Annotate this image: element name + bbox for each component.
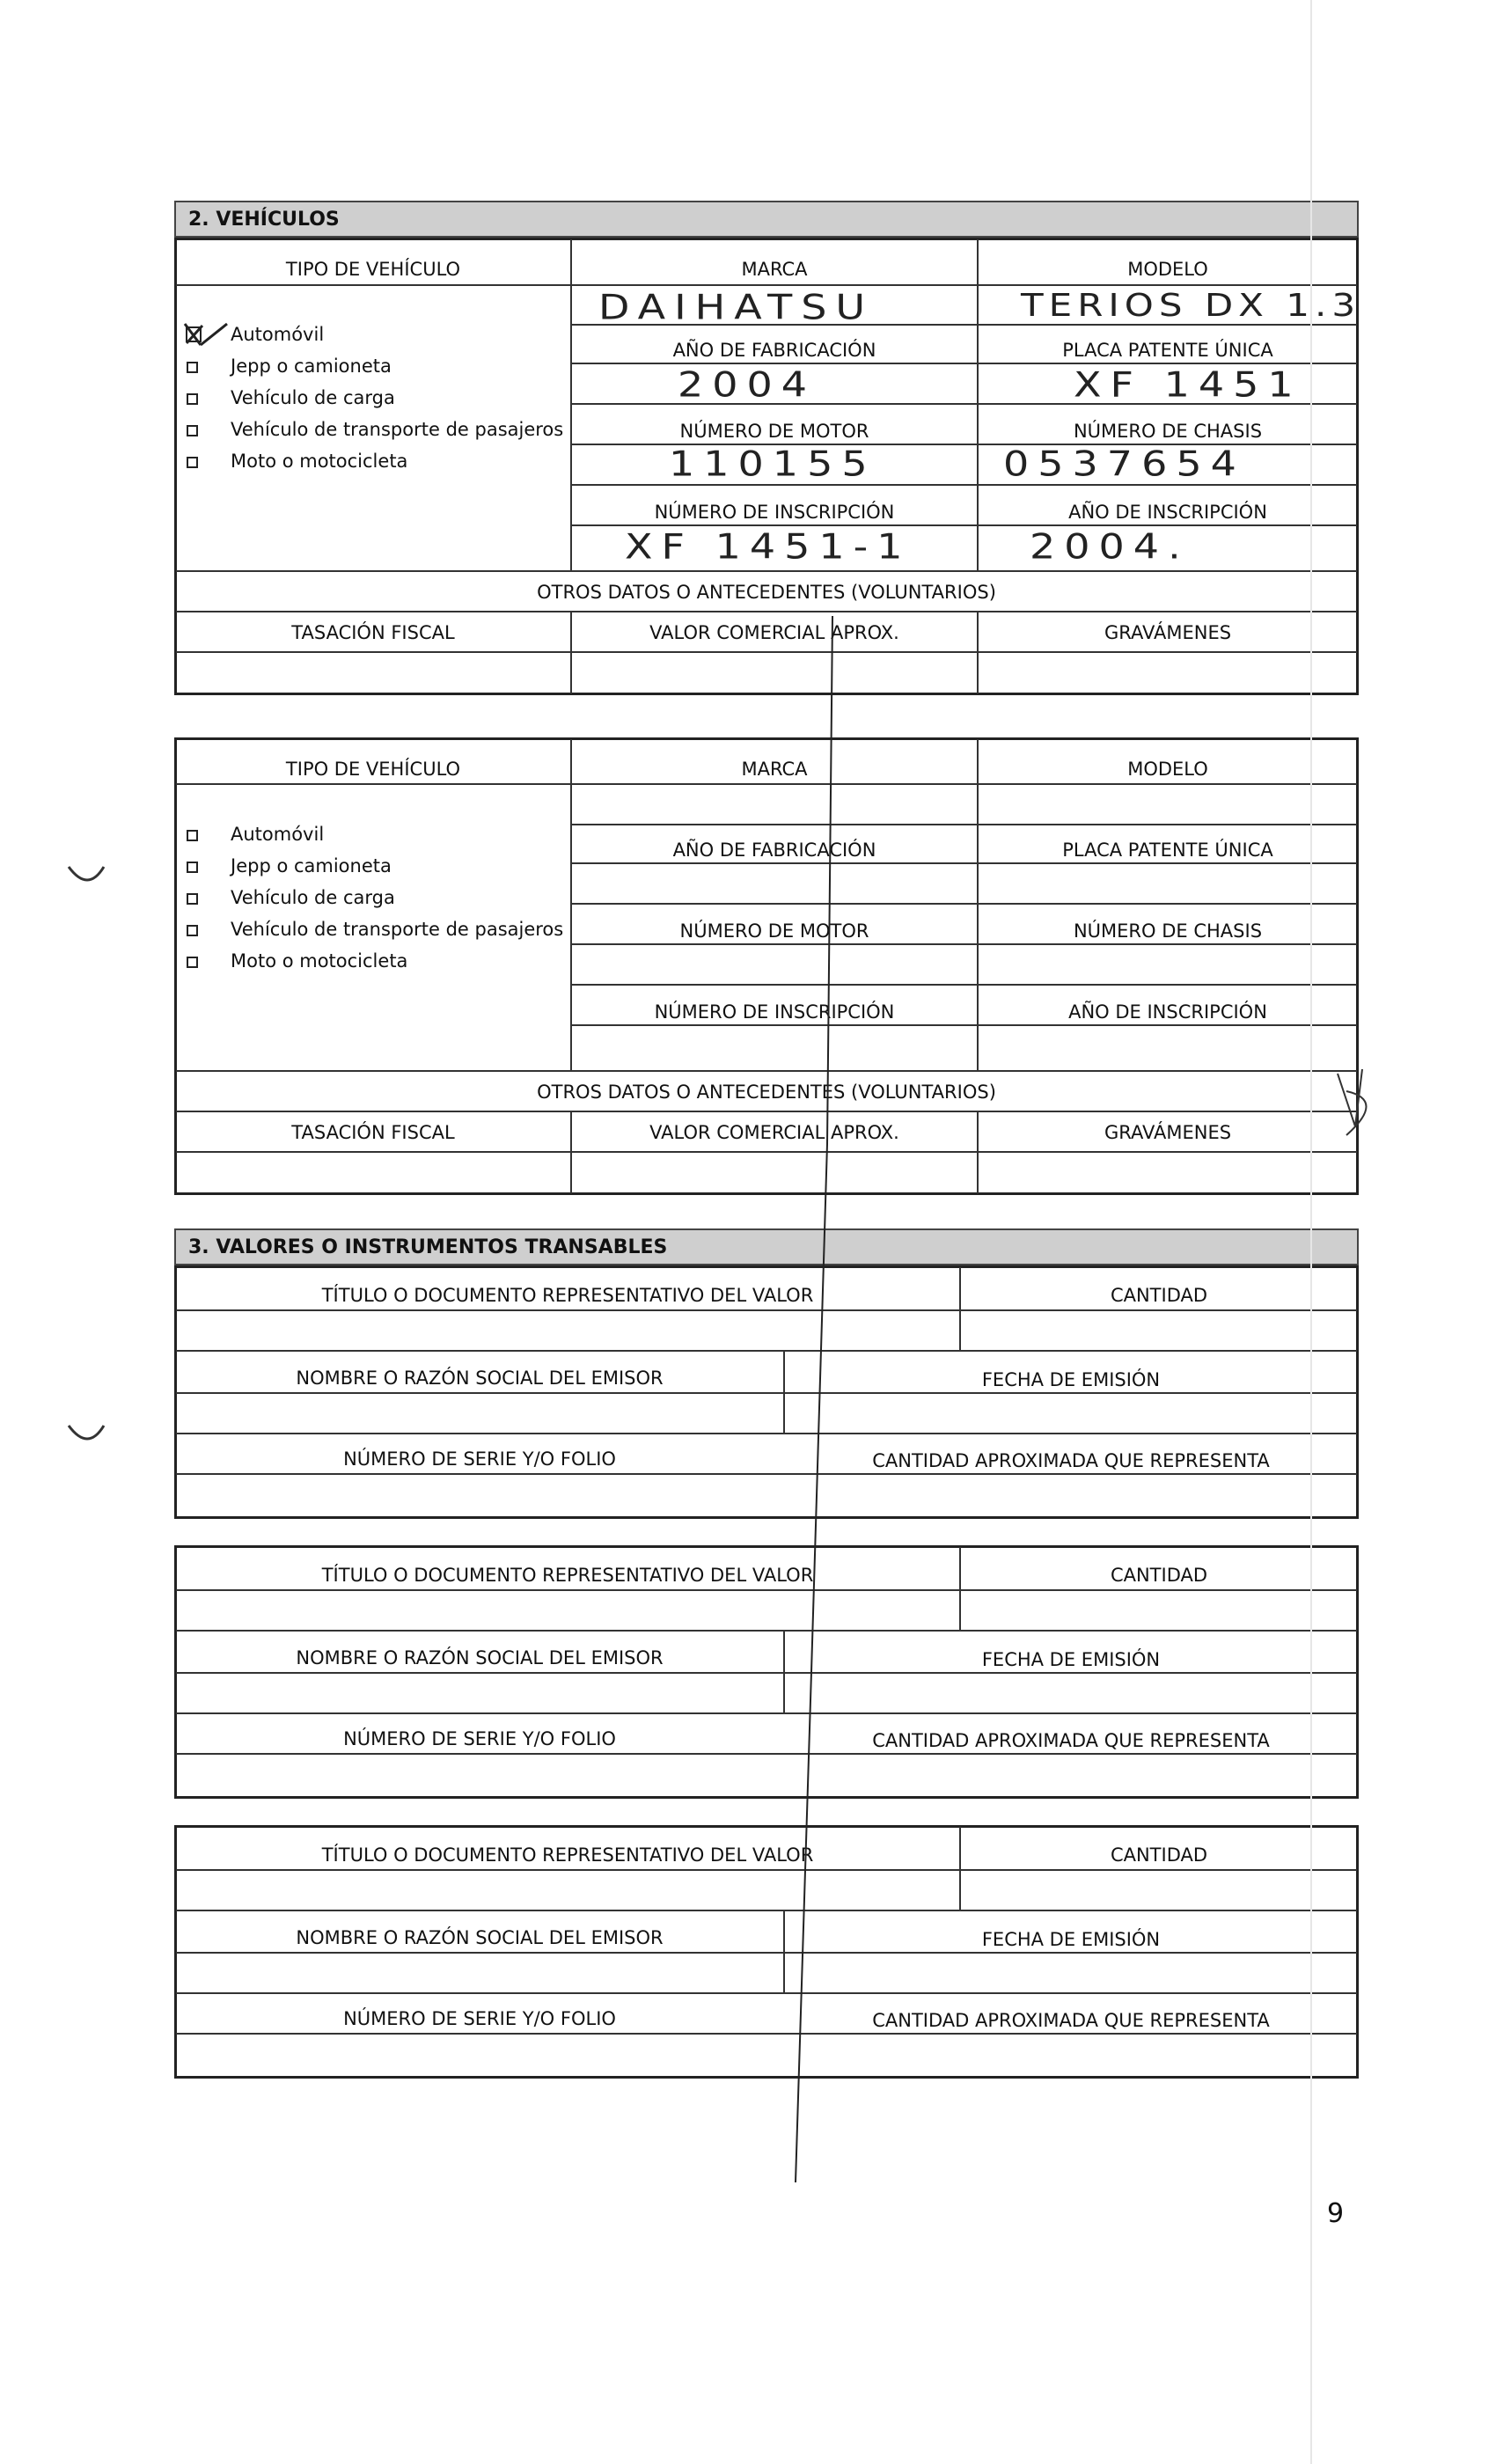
gravamenes-label: GRAVÁMENES (1104, 1122, 1232, 1143)
vehicle-type-option: Jepp o camioneta (231, 855, 392, 876)
cantidad-label: CANTIDAD (1110, 1565, 1208, 1586)
emisor-label: NOMBRE O RAZÓN SOCIAL DEL EMISOR (296, 1647, 664, 1668)
anio-fabricacion-label: AÑO DE FABRICACIÓN (672, 340, 876, 361)
chasis-label: NÚMERO DE CHASIS (1073, 920, 1263, 942)
titulo-label: TÍTULO O DOCUMENTO REPRESENTATIVO DEL VALOR (321, 1844, 814, 1866)
chasis-label: NÚMERO DE CHASIS (1073, 421, 1263, 442)
tasacion-label: TASACIÓN FISCAL (291, 1122, 455, 1143)
section-3-header: 3. VALORES O INSTRUMENTOS TRANSABLES (174, 1228, 1359, 1265)
fecha-emision-label: FECHA DE EMISIÓN (981, 1649, 1161, 1670)
valor-comercial-label: VALOR COMERCIAL APROX. (649, 1122, 899, 1143)
tipo-vehiculo-label: TIPO DE VEHÍCULO (285, 759, 461, 780)
vehicle-type-option: Vehículo de carga (231, 387, 395, 408)
fecha-emision-label: FECHA DE EMISIÓN (981, 1929, 1161, 1950)
vehicle-type-option: Moto o motocicleta (231, 451, 408, 472)
serie-folio-label: NÚMERO DE SERIE Y/O FOLIO (343, 1728, 616, 1749)
titulo-label: TÍTULO O DOCUMENTO REPRESENTATIVO DEL VALOR (321, 1565, 814, 1586)
placa-label: PLACA PATENTE ÚNICA (1062, 340, 1273, 361)
otros-datos-label: OTROS DATOS O ANTECEDENTES (VOLUNTARIOS) (537, 582, 996, 603)
fecha-emision-label: FECHA DE EMISIÓN (981, 1369, 1161, 1390)
inscripcion-label: NÚMERO DE INSCRIPCIÓN (654, 502, 895, 523)
anio-fabricacion-value: 2004 (678, 364, 817, 405)
anio-inscripcion-value: 2004. (1030, 526, 1190, 567)
modelo-label: MODELO (1127, 259, 1208, 280)
serie-folio-label: NÚMERO DE SERIE Y/O FOLIO (343, 2008, 616, 2029)
vehicle-type-option: Vehículo de transporte de pasajeros (231, 419, 564, 440)
serie-folio-label: NÚMERO DE SERIE Y/O FOLIO (343, 1448, 616, 1470)
anio-inscripcion-label: AÑO DE INSCRIPCIÓN (1068, 502, 1267, 523)
motor-label: NÚMERO DE MOTOR (679, 421, 869, 442)
tipo-vehiculo-label: TIPO DE VEHÍCULO (285, 259, 461, 280)
anio-fabricacion-label: AÑO DE FABRICACIÓN (672, 840, 876, 861)
valor-comercial-label: VALOR COMERCIAL APROX. (649, 622, 899, 643)
emisor-label: NOMBRE O RAZÓN SOCIAL DEL EMISOR (296, 1368, 664, 1389)
tasacion-label: TASACIÓN FISCAL (291, 622, 455, 643)
otros-datos-label: OTROS DATOS O ANTECEDENTES (VOLUNTARIOS) (537, 1082, 996, 1103)
titulo-label: TÍTULO O DOCUMENTO REPRESENTATIVO DEL VALOR (321, 1285, 814, 1306)
vehicle-type-option: Automóvil (231, 824, 325, 845)
page-number: 9 (1327, 2198, 1345, 2229)
cantidad-aprox-label: CANTIDAD APROXIMADA QUE REPRESENTA (872, 2010, 1270, 2031)
vehicle-type-option: Jepp o camioneta (231, 356, 392, 377)
motor-value: 110155 (669, 444, 876, 484)
vehicle-type-option: Moto o motocicleta (231, 950, 408, 972)
marca-label: MARCA (741, 259, 808, 280)
section-2-header: 2. VEHÍCULOS (174, 201, 1359, 238)
gravamenes-label: GRAVÁMENES (1104, 622, 1232, 643)
motor-label: NÚMERO DE MOTOR (679, 920, 869, 942)
emisor-label: NOMBRE O RAZÓN SOCIAL DEL EMISOR (296, 1927, 664, 1948)
cantidad-aprox-label: CANTIDAD APROXIMADA QUE REPRESENTA (872, 1730, 1270, 1751)
placa-label: PLACA PATENTE ÚNICA (1062, 840, 1273, 861)
marca-value: DAIHATSU (598, 287, 875, 327)
placa-value: XF 1451 (1074, 364, 1302, 405)
inscripcion-value: XF 1451-1 (625, 526, 912, 567)
anio-inscripcion-label: AÑO DE INSCRIPCIÓN (1068, 1001, 1267, 1023)
vehicle-type-option: Vehículo de transporte de pasajeros (231, 919, 564, 940)
modelo-label: MODELO (1127, 759, 1208, 780)
vehicle-type-option: Vehículo de carga (231, 887, 395, 908)
vehicle-type-option: Automóvil (231, 324, 325, 345)
cantidad-label: CANTIDAD (1110, 1285, 1208, 1306)
cantidad-label: CANTIDAD (1110, 1844, 1208, 1866)
inscripcion-label: NÚMERO DE INSCRIPCIÓN (654, 1001, 895, 1023)
modelo-value: TERIOS DX 1.3 (1021, 286, 1361, 324)
marca-label: MARCA (741, 759, 808, 780)
cantidad-aprox-label: CANTIDAD APROXIMADA QUE REPRESENTA (872, 1450, 1270, 1471)
chasis-value: 0537654 (1003, 444, 1245, 484)
